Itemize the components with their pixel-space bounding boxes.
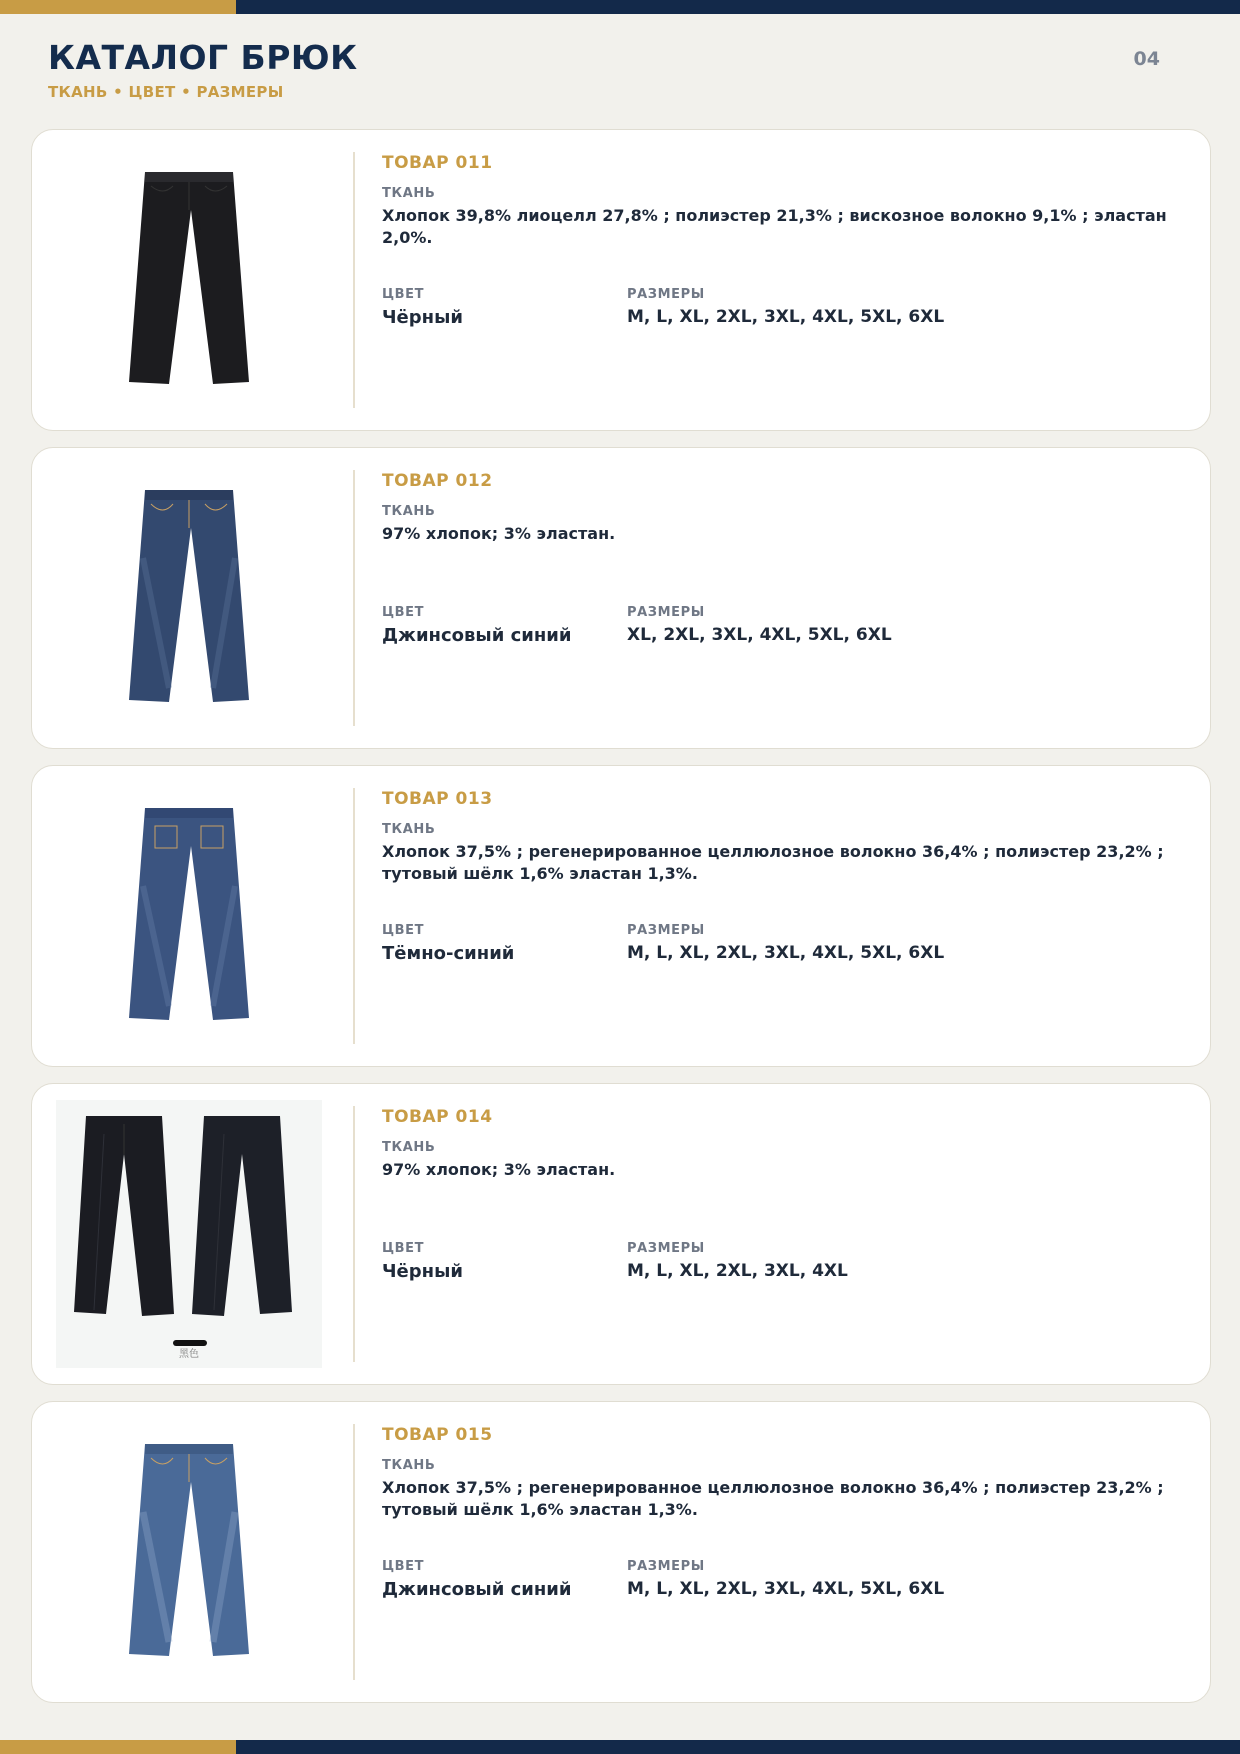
fabric-label: ТКАНЬ [382, 1458, 436, 1473]
fabric-label: ТКАНЬ [382, 1140, 436, 1155]
top-accent-gold [0, 0, 236, 14]
sizes-spec [627, 605, 892, 646]
sizes-value: M, L, XL, 2XL, 3XL, 4XL, 5XL, 6XL [627, 307, 945, 327]
product-details [382, 786, 1212, 964]
color-value: Тёмно-синий [382, 943, 515, 964]
product-details [382, 1104, 1212, 1282]
top-accent-bar [0, 0, 1240, 14]
jeans-back-icon [129, 806, 249, 1026]
fabric-composition: Хлопок 37,5% ; регенерированное целлюлозное волокно 36,4% ; полиэстер 23,2% ; тутовый шёлк 1,6% эластан 1,3%. [382, 1478, 1164, 1519]
product-details [382, 468, 1212, 646]
fabric-label: ТКАНЬ [382, 504, 436, 519]
sizes-label: РАЗМЕРЫ [627, 1241, 705, 1256]
fabric-composition: 97% хлопок; 3% эластан. [382, 524, 616, 543]
product-image [56, 1100, 322, 1368]
product-specs [382, 1241, 1212, 1282]
product-list [31, 129, 1211, 1719]
product-specs [382, 605, 1212, 646]
color-spec [382, 605, 627, 646]
color-value: Чёрный [382, 307, 463, 328]
color-label: ЦВЕТ [382, 605, 425, 620]
page-title: КАТАЛОГ БРЮК [48, 38, 358, 77]
card-divider [353, 152, 355, 408]
sizes-value: M, L, XL, 2XL, 3XL, 4XL, 5XL, 6XL [627, 943, 945, 963]
product-image [56, 146, 322, 414]
color-value: Чёрный [382, 1261, 463, 1282]
color-label: ЦВЕТ [382, 287, 425, 302]
pants-front-back-icon [74, 1114, 304, 1324]
sizes-spec [627, 1559, 944, 1600]
bottom-accent-gold [0, 1740, 236, 1754]
sizes-label: РАЗМЕРЫ [627, 923, 705, 938]
fabric-label: ТКАНЬ [382, 186, 436, 201]
color-spec [382, 1559, 627, 1600]
product-card [31, 129, 1211, 431]
product-specs [382, 923, 1212, 964]
bottom-accent-navy [236, 1740, 1240, 1754]
product-image [56, 464, 322, 732]
sizes-value: M, L, XL, 2XL, 3XL, 4XL [627, 1261, 848, 1281]
product-id: ТОВАР 014 [382, 1107, 493, 1127]
card-divider [353, 470, 355, 726]
bottom-accent-bar [0, 1740, 1240, 1754]
product-id: ТОВАР 011 [382, 153, 493, 173]
card-divider [353, 1424, 355, 1680]
sizes-spec [627, 287, 944, 328]
color-value: Джинсовый синий [382, 625, 572, 646]
product-image [56, 1418, 322, 1686]
pants-front-icon [129, 170, 249, 390]
product-image [56, 782, 322, 1050]
fabric-composition: Хлопок 39,8% лиоцелл 27,8% ; полиэстер 21,3% ; вискозное волокно 9,1% ; эластан 2,0%. [382, 206, 1167, 247]
sizes-value: M, L, XL, 2XL, 3XL, 4XL, 5XL, 6XL [627, 1579, 945, 1599]
fabric-label: ТКАНЬ [382, 822, 436, 837]
product-id: ТОВАР 012 [382, 471, 493, 491]
card-divider [353, 1106, 355, 1362]
product-card [31, 447, 1211, 749]
jeans-front-icon [129, 488, 249, 708]
sizes-label: РАЗМЕРЫ [627, 287, 705, 302]
product-details [382, 150, 1212, 328]
product-card [31, 1401, 1211, 1703]
color-spec [382, 923, 627, 964]
color-label: ЦВЕТ [382, 1241, 425, 1256]
fabric-composition: 97% хлопок; 3% эластан. [382, 1160, 616, 1179]
sizes-label: РАЗМЕРЫ [627, 1559, 705, 1574]
sizes-spec [627, 923, 944, 964]
color-spec [382, 1241, 627, 1282]
color-label: ЦВЕТ [382, 923, 425, 938]
product-specs [382, 287, 1212, 328]
sizes-value: XL, 2XL, 3XL, 4XL, 5XL, 6XL [627, 625, 892, 645]
product-specs [382, 1559, 1212, 1600]
fabric-composition: Хлопок 37,5% ; регенерированное целлюлозное волокно 36,4% ; полиэстер 23,2% ; тутовый шёлк 1,6% эластан 1,3%. [382, 842, 1164, 883]
page-number: 04 [1133, 48, 1160, 70]
product-id: ТОВАР 015 [382, 1425, 493, 1445]
page-subtitle: ТКАНЬ • ЦВЕТ • РАЗМЕРЫ [48, 83, 284, 101]
product-card [31, 1083, 1211, 1385]
color-value: Джинсовый синий [382, 1579, 572, 1600]
sizes-spec [627, 1241, 848, 1282]
card-divider [353, 788, 355, 1044]
color-spec [382, 287, 627, 328]
top-accent-navy [236, 0, 1240, 14]
color-label: ЦВЕТ [382, 1559, 425, 1574]
image-caption: 黑色 [179, 1349, 199, 1360]
jeans-front-icon [129, 1442, 249, 1662]
product-id: ТОВАР 013 [382, 789, 493, 809]
product-card [31, 765, 1211, 1067]
sizes-label: РАЗМЕРЫ [627, 605, 705, 620]
product-details [382, 1422, 1212, 1600]
